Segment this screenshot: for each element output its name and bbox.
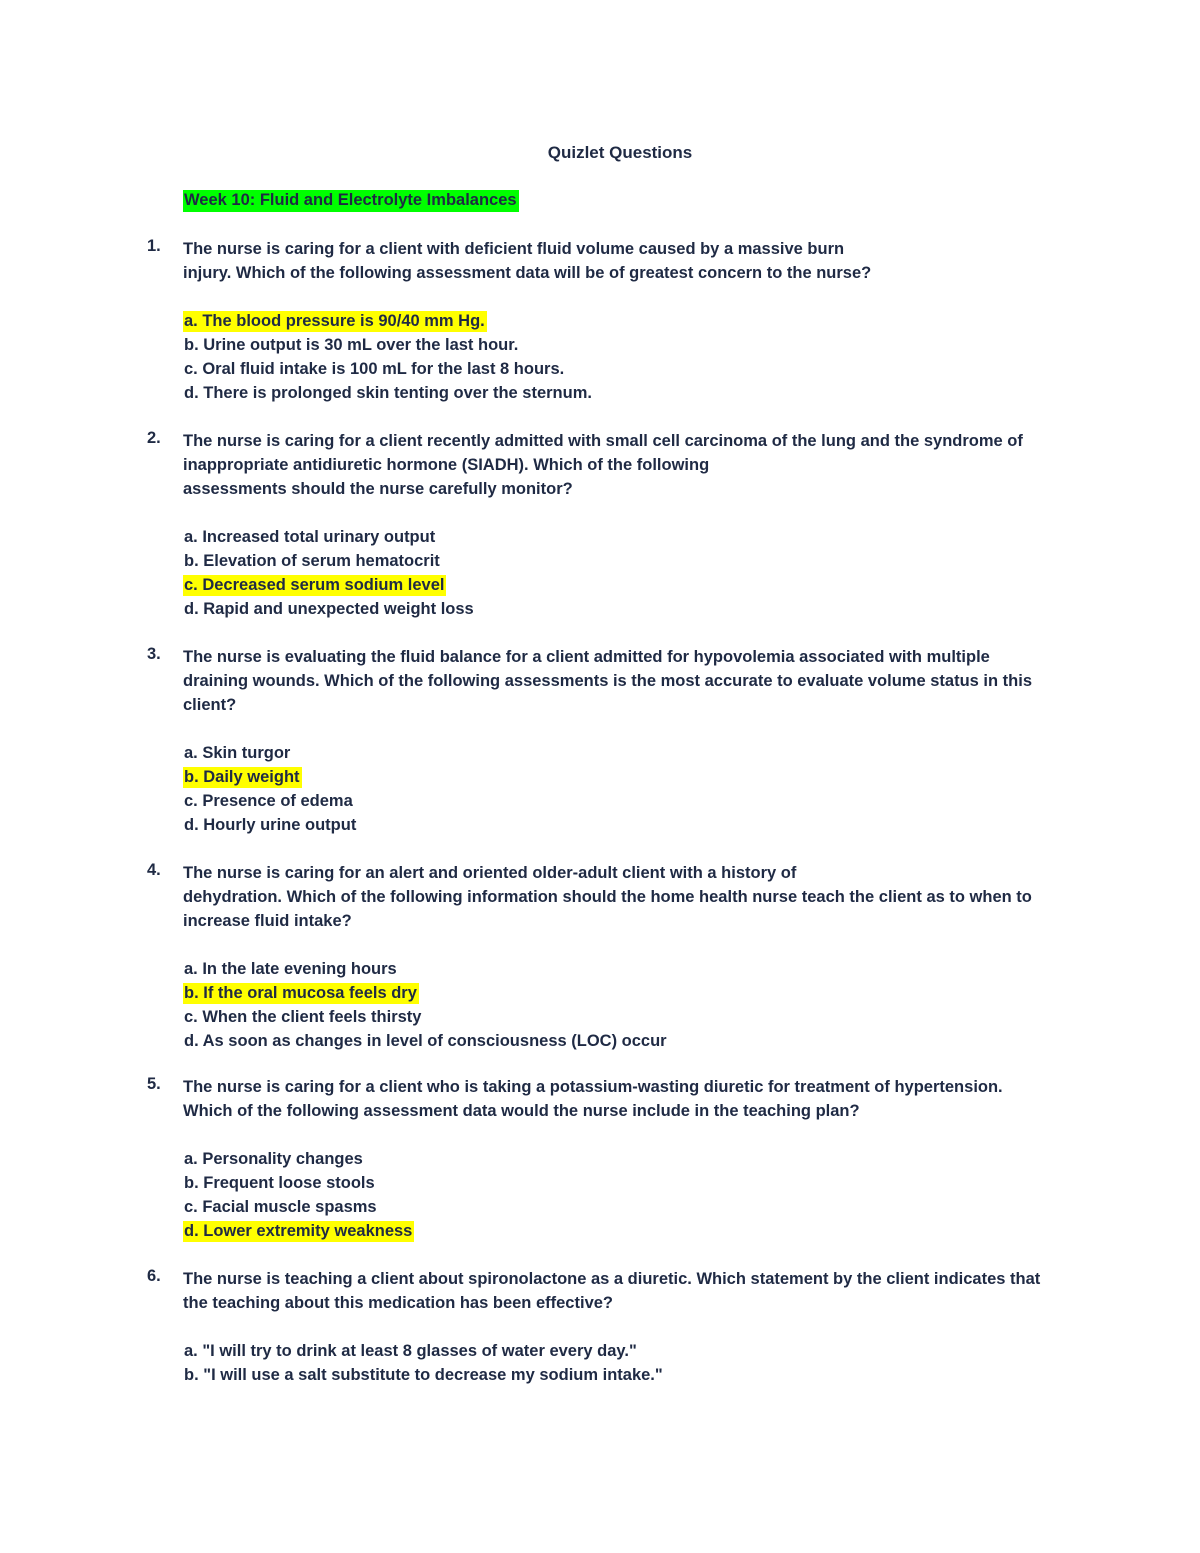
question-number: 3.	[147, 645, 161, 663]
question-number: 5.	[147, 1075, 161, 1093]
option-text: c. Facial muscle spasms	[184, 1198, 377, 1216]
answer-option-d	[183, 813, 1063, 837]
question-stem	[183, 861, 1063, 933]
answer-option-b	[183, 549, 1063, 573]
stem-line: assessments should the nurse carefully monitor?	[183, 480, 573, 498]
answer-option-a	[183, 309, 1063, 333]
option-text: a. Increased total urinary output	[184, 528, 436, 546]
answer-options	[183, 1339, 1063, 1387]
stem-line: Which of the following assessment data would the nurse include in the teaching plan?	[183, 1102, 860, 1120]
option-text: a. "I will try to drink at least 8 glasses of water every day."	[184, 1342, 637, 1360]
option-text: c. Oral fluid intake is 100 mL for the last 8 hours.	[184, 360, 565, 378]
option-text: b. "I will use a salt substitute to decrease my sodium intake."	[184, 1366, 663, 1384]
stem-line: draining wounds. Which of the following assessments is the most accurate to evaluate volume status in this	[183, 672, 1032, 690]
answer-option-d	[183, 1029, 1063, 1053]
option-text: d. There is prolonged skin tenting over the sternum.	[184, 384, 592, 402]
answer-option-d	[183, 381, 1063, 405]
option-text: d. As soon as changes in level of consciousness (LOC) occur	[184, 1032, 667, 1050]
option-text: b. Elevation of serum hematocrit	[184, 552, 440, 570]
correct-answer-highlight: c. Decreased serum sodium level	[184, 576, 445, 594]
option-text: a. In the late evening hours	[184, 960, 397, 978]
answer-option-c	[183, 357, 1063, 381]
correct-answer-highlight: a. The blood pressure is 90/40 mm Hg.	[184, 312, 485, 330]
option-text: a. Personality changes	[184, 1150, 363, 1168]
question-stem	[183, 429, 1063, 501]
answer-option-c	[183, 1195, 1063, 1219]
answer-options	[183, 1147, 1063, 1243]
option-text: b. Urine output is 30 mL over the last hour.	[184, 336, 519, 354]
answer-option-c	[183, 1005, 1063, 1029]
answer-option-c	[183, 789, 1063, 813]
stem-line: The nurse is caring for a client who is taking a potassium-wasting diuretic for treatment of hypertension.	[183, 1078, 1003, 1096]
answer-options	[183, 309, 1063, 405]
stem-line: The nurse is evaluating the fluid balance for a client admitted for hypovolemia associated with multiple	[183, 648, 990, 666]
option-text: d. Rapid and unexpected weight loss	[184, 600, 474, 618]
stem-line: The nurse is caring for a client with deficient fluid volume caused by a massive burn	[183, 240, 845, 258]
answer-options	[183, 957, 1063, 1053]
stem-line: The nurse is caring for a client recently admitted with small cell carcinoma of the lung and the syndrome of	[183, 432, 1023, 450]
answer-option-a	[183, 525, 1063, 549]
question-stem	[183, 1075, 1063, 1123]
question-number: 4.	[147, 861, 161, 879]
answer-option-d	[183, 597, 1063, 621]
document-title: Quizlet Questions	[547, 143, 693, 162]
answer-options	[183, 741, 1063, 837]
correct-answer-highlight: b. If the oral mucosa feels dry	[184, 984, 417, 1002]
week-heading: Week 10: Fluid and Electrolyte Imbalances	[183, 190, 519, 212]
stem-line: The nurse is teaching a client about spironolactone as a diuretic. Which statement by the client indicates that	[183, 1270, 1041, 1288]
answer-option-b	[183, 1363, 1063, 1387]
answer-option-b	[183, 1171, 1063, 1195]
stem-line: inappropriate antidiuretic hormone (SIADH). Which of the following	[183, 456, 710, 474]
answer-option-b	[183, 765, 1063, 789]
answer-option-b	[183, 981, 1063, 1005]
answer-option-a	[183, 1147, 1063, 1171]
stem-line: increase fluid intake?	[183, 912, 352, 930]
question-number: 6.	[147, 1267, 161, 1285]
stem-line: client?	[183, 696, 237, 714]
option-text: c. When the client feels thirsty	[184, 1008, 422, 1026]
stem-line: dehydration. Which of the following information should the home health nurse teach the client as to when to	[183, 888, 1032, 906]
question-number: 2.	[147, 429, 161, 447]
answer-option-a	[183, 741, 1063, 765]
stem-line: the teaching about this medication has been effective?	[183, 1294, 613, 1312]
option-text: c. Presence of edema	[184, 792, 353, 810]
correct-answer-highlight: d. Lower extremity weakness	[184, 1222, 413, 1240]
question-stem	[183, 237, 1063, 285]
option-text: b. Frequent loose stools	[184, 1174, 375, 1192]
answer-option-a	[183, 957, 1063, 981]
answer-option-d	[183, 1219, 1063, 1243]
correct-answer-highlight: b. Daily weight	[184, 768, 300, 786]
answer-options	[183, 525, 1063, 621]
question-stem	[183, 645, 1063, 717]
stem-line: The nurse is caring for an alert and oriented older-adult client with a history of	[183, 864, 797, 882]
stem-line: injury. Which of the following assessment data will be of greatest concern to the nurse?	[183, 264, 872, 282]
answer-option-b	[183, 333, 1063, 357]
answer-option-a	[183, 1339, 1063, 1363]
question-stem	[183, 1267, 1063, 1315]
answer-option-c	[183, 573, 1063, 597]
option-text: a. Skin turgor	[184, 744, 291, 762]
option-text: d. Hourly urine output	[184, 816, 357, 834]
question-number: 1.	[147, 237, 161, 255]
